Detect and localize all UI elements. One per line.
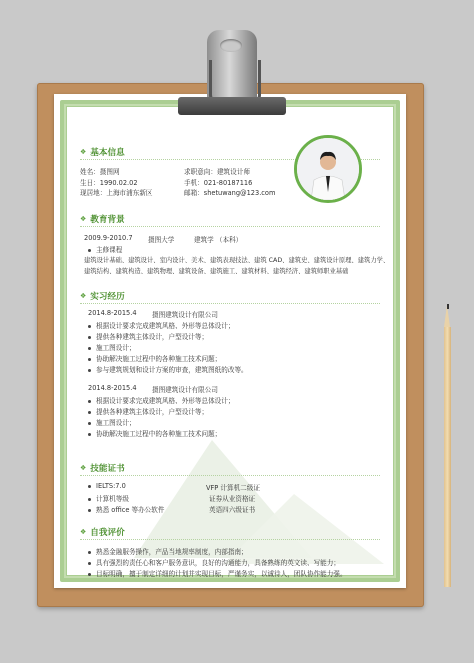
bullet-icon bbox=[88, 422, 91, 425]
phone-field: 手机：021-80187116 bbox=[184, 179, 253, 187]
section-basic-info bbox=[80, 146, 125, 158]
courses-label: 主修课程 bbox=[88, 244, 122, 254]
section-title: 基本信息 bbox=[90, 148, 125, 158]
skill-item: 熟悉 office 等办公软件 bbox=[88, 504, 164, 514]
resume-content bbox=[54, 94, 406, 588]
courses-line: 建筑结构、建筑构造、建筑物理、建筑设备、建筑施工、建筑材料、建筑经济、建筑师职业基础 bbox=[84, 268, 349, 275]
bullet-icon bbox=[88, 509, 91, 512]
bullet-icon bbox=[88, 400, 91, 403]
binder-clip-base bbox=[178, 97, 286, 115]
education-major: 建筑学 （本科） bbox=[194, 236, 243, 244]
job-company: 摄图建筑设计有限公司 bbox=[152, 311, 218, 319]
section-education bbox=[80, 213, 125, 225]
section-skills bbox=[80, 462, 125, 474]
bullet-icon bbox=[88, 485, 91, 488]
name-field: 姓名：摄图网 bbox=[80, 168, 120, 176]
skill-item: 计算机等级 bbox=[88, 493, 129, 503]
binder-clip-hole bbox=[220, 39, 242, 52]
bullet-icon bbox=[88, 411, 91, 414]
job-period: 2014.8-2015.4 bbox=[88, 309, 137, 317]
section-divider bbox=[80, 475, 380, 476]
bullet-icon bbox=[88, 336, 91, 339]
bullet-icon bbox=[88, 369, 91, 372]
job-company: 摄图建筑设计有限公司 bbox=[152, 386, 218, 394]
bullet-icon bbox=[88, 573, 91, 576]
section-self-evaluation bbox=[80, 526, 125, 538]
section-title: 实习经历 bbox=[90, 292, 125, 302]
list-item: 施工图设计； bbox=[88, 342, 136, 352]
pencil-lead bbox=[447, 304, 449, 309]
bullet-icon bbox=[88, 347, 91, 350]
diamond-icon: ❖ bbox=[80, 148, 87, 156]
list-item: 施工图设计； bbox=[88, 417, 136, 427]
bullet-icon bbox=[88, 325, 91, 328]
skill-item: IELTS:7.0 bbox=[88, 482, 126, 490]
courses-line: 建筑设计基础、建筑设计、室内设计、美术、建筑表现技法、建筑 CAD、建筑史、建筑设计原理、建筑力学、 bbox=[84, 257, 390, 264]
diamond-icon: ❖ bbox=[80, 292, 87, 300]
pencil-icon bbox=[444, 327, 451, 587]
list-item: 提供各种建筑主体设计，户型设计等； bbox=[88, 331, 208, 341]
diamond-icon: ❖ bbox=[80, 528, 87, 536]
certificate-item: 英语四六级证书 bbox=[209, 506, 256, 514]
list-item: 具有强烈的责任心和客户服务意识，良好的沟通能力，具备熟练的英文读、写能力； bbox=[88, 557, 340, 567]
resume-paper bbox=[54, 94, 406, 588]
education-school: 摄图大学 bbox=[148, 236, 175, 244]
section-divider bbox=[80, 539, 380, 540]
list-item: 协助解决施工过程中的各种施工技术问题； bbox=[88, 428, 221, 438]
section-divider bbox=[80, 303, 380, 304]
certificate-item: VFP 计算机二级证 bbox=[206, 484, 260, 492]
job-intent-field: 求职意向：建筑设计师 bbox=[184, 168, 250, 176]
list-item: 根据设计要求完成建筑风格、外形等总体设计； bbox=[88, 320, 234, 330]
list-item: 协助解决施工过程中的各种施工技术问题； bbox=[88, 353, 221, 363]
list-item: 熟悉金融服务操作，产品当地规率制度，内部指南； bbox=[88, 546, 248, 556]
bullet-icon bbox=[88, 562, 91, 565]
certificate-item: 证券从业资格证 bbox=[209, 495, 256, 503]
bullet-icon bbox=[88, 498, 91, 501]
diamond-icon: ❖ bbox=[80, 464, 87, 472]
list-item: 参与建筑规划和设计方案的审查，建筑图纸的改等。 bbox=[88, 364, 248, 374]
section-title: 教育背景 bbox=[90, 215, 125, 225]
person-photo-icon bbox=[297, 138, 359, 200]
section-title: 技能证书 bbox=[90, 464, 125, 474]
job-period: 2014.8-2015.4 bbox=[88, 384, 137, 392]
section-experience bbox=[80, 290, 125, 302]
bullet-icon bbox=[88, 358, 91, 361]
section-title: 自我评价 bbox=[90, 528, 125, 538]
birth-field: 生日：1990.02.02 bbox=[80, 179, 138, 187]
avatar bbox=[294, 135, 362, 203]
list-item: 提供各种建筑主体设计，户型设计等； bbox=[88, 406, 208, 416]
bullet-icon bbox=[88, 249, 91, 252]
education-period: 2009.9-2010.7 bbox=[84, 234, 133, 242]
diamond-icon: ❖ bbox=[80, 215, 87, 223]
bullet-icon bbox=[88, 433, 91, 436]
list-item: 目标明确，擅于制定详细的计划并实现目标，严谨务实，以诚待人，团队协作能力强。 bbox=[88, 568, 347, 578]
section-divider bbox=[80, 226, 380, 227]
email-field: 邮箱：shetuwang@123.com bbox=[184, 189, 276, 197]
location-field: 现居地：上海市浦东新区 bbox=[80, 189, 153, 197]
bullet-icon bbox=[88, 551, 91, 554]
list-item: 根据设计要求完成建筑风格、外形等总体设计； bbox=[88, 395, 234, 405]
